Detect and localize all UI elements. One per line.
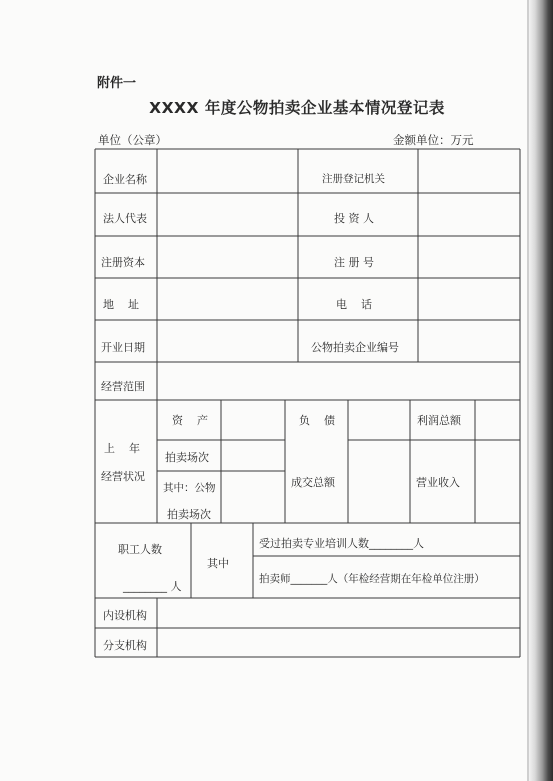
company-code-label: 公物拍卖企业编号 xyxy=(311,341,399,354)
branches-label: 分支机构 xyxy=(103,639,147,652)
reg-capital-label: 注册资本 xyxy=(101,256,145,269)
staff-count-label: 职工人数 xyxy=(118,543,162,556)
assets-label: 资 产 xyxy=(172,414,208,427)
auctioneers-label: 拍卖师_______人（年检经营期在年检单位注册） xyxy=(259,573,485,585)
public-auction-label-2: 拍卖场次 xyxy=(167,508,211,521)
operating-status-label: 经营状况 xyxy=(101,470,145,483)
open-date-label: 开业日期 xyxy=(101,341,145,354)
of-which-label: 其中 xyxy=(207,557,229,570)
trained-count-label: 受过拍卖专业培训人数________人 xyxy=(259,537,424,550)
phone-label: 电 话 xyxy=(336,298,372,311)
reg-authority-label: 注册登记机关 xyxy=(322,173,385,185)
investor-label: 投 资 人 xyxy=(334,212,374,225)
revenue-label: 营业收入 xyxy=(416,476,460,489)
legal-rep-label: 法人代表 xyxy=(103,212,147,225)
public-auction-label-1: 其中：公物 xyxy=(163,482,216,494)
reg-number-label: 注 册 号 xyxy=(334,256,374,269)
liabilities-label: 负 债 xyxy=(299,414,335,427)
staff-count-blank: ________ 人 xyxy=(123,580,182,593)
internal-depts-label: 内设机构 xyxy=(103,609,147,622)
form-title: XXXX 年度公物拍卖企业基本情况登记表 xyxy=(149,99,445,117)
company-name-label: 企业名称 xyxy=(103,173,147,186)
address-label: 地 址 xyxy=(103,298,139,311)
amount-unit-label: 金额单位：万元 xyxy=(393,133,474,147)
total-turnover-label: 成交总额 xyxy=(291,476,335,489)
business-scope-label: 经营范围 xyxy=(101,380,145,393)
last-year-label: 上 年 xyxy=(104,442,140,455)
annex-label: 附件一 xyxy=(97,76,137,91)
total-profit-label: 利润总额 xyxy=(417,414,461,427)
unit-label: 单位（公章） xyxy=(98,133,167,147)
auction-sessions-label: 拍卖场次 xyxy=(165,451,209,464)
